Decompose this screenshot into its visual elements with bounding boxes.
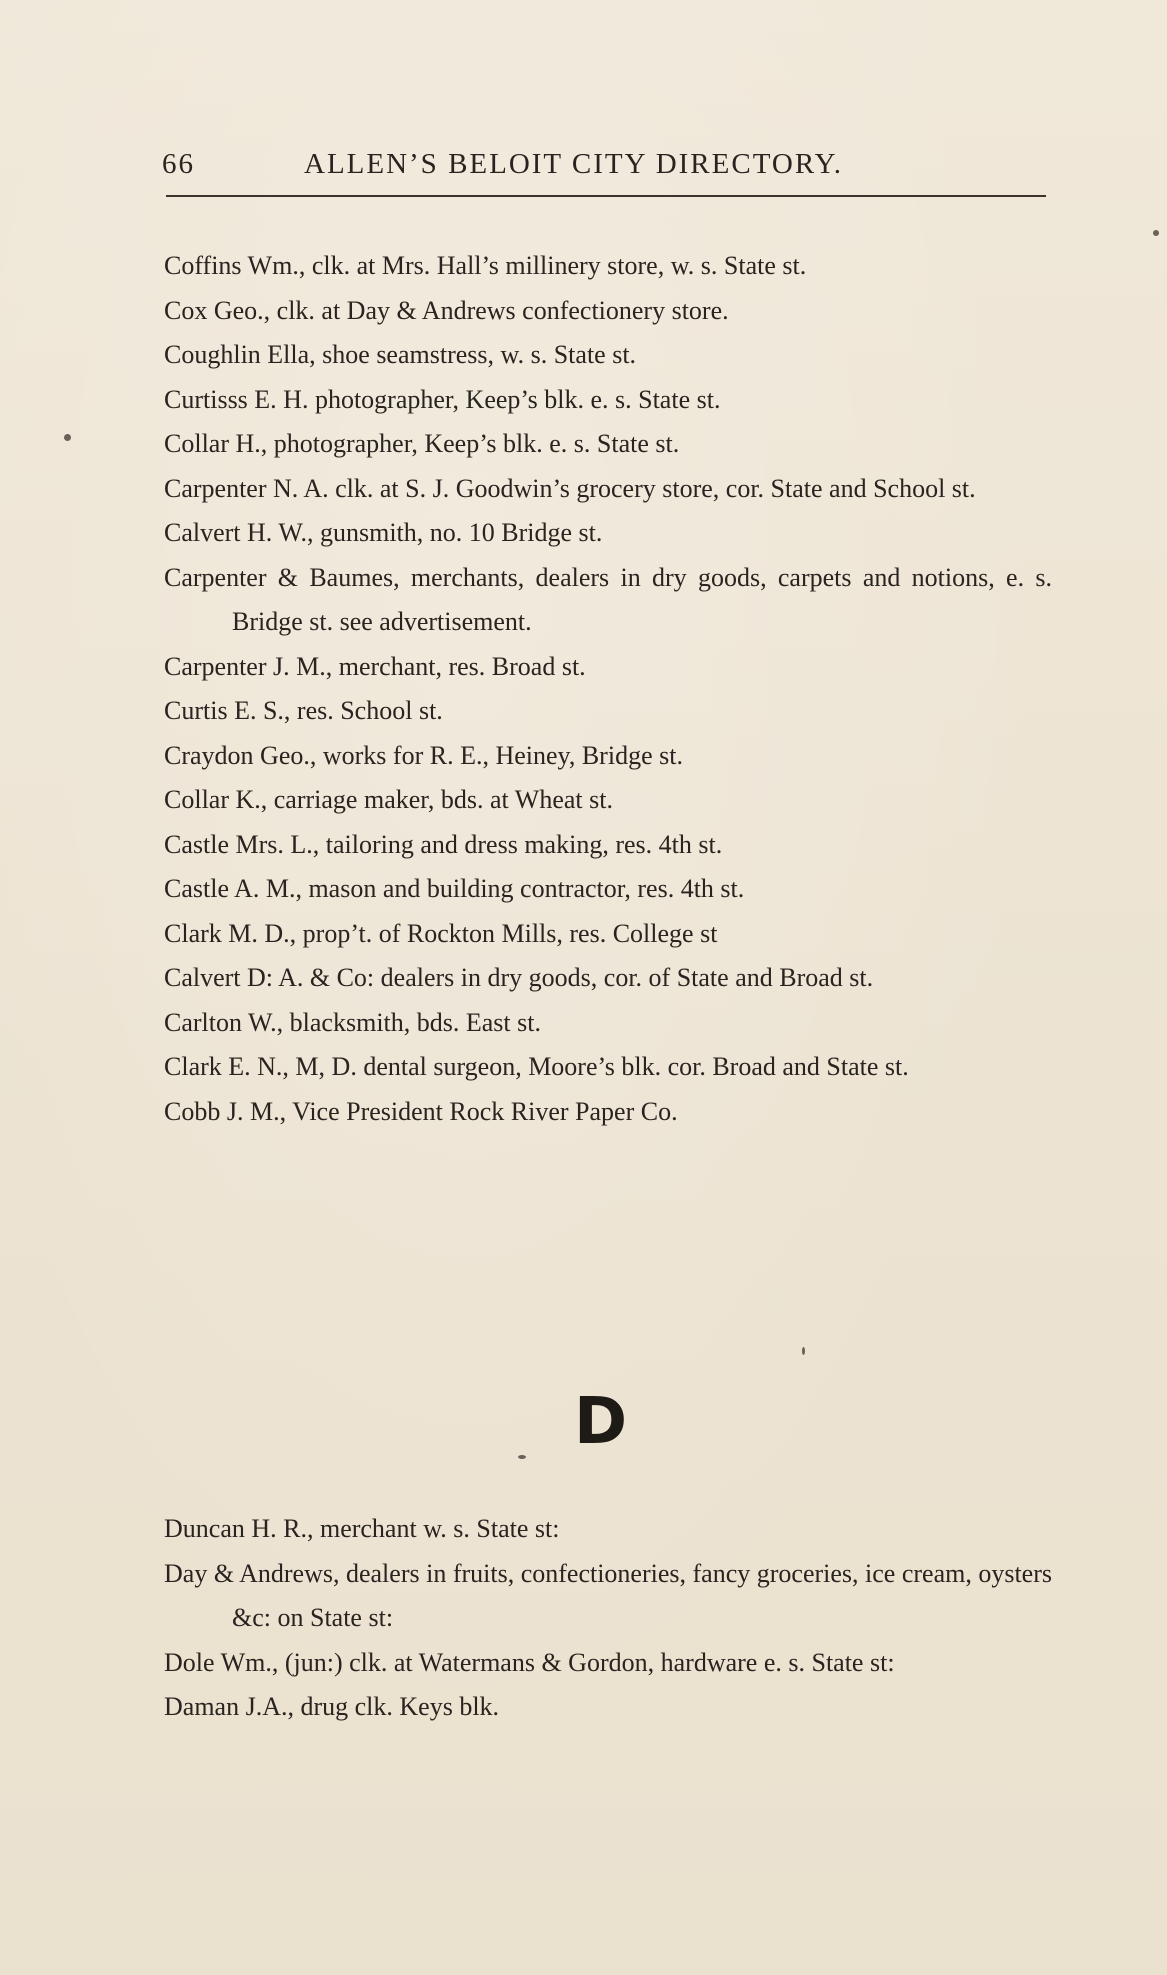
directory-entry: Collar H., photographer, Keep’s blk. e. s. State st. (164, 429, 680, 458)
directory-entry: Calvert D: A. & Co: dealers in dry goods, cor. of State and Broad st. (164, 963, 874, 992)
directory-entry: Carpenter & Baumes, merchants, dealers in dry goods, carpets and notions, e. s. Bridge st. see advertisement. (164, 562, 1052, 636)
directory-entry: Craydon Geo., works for R. E., Heiney, Bridge st. (164, 740, 683, 770)
directory-entry: Duncan H. R., merchant w. s. State st: (164, 1514, 560, 1543)
d-entries-list (164, 1507, 1052, 1730)
directory-entry: Cobb J. M., Vice President Rock River Paper Co. (164, 1096, 678, 1126)
paper-speck (1153, 230, 1159, 236)
directory-entry: Clark M. D., prop’t. of Rockton Mills, res. College st (164, 918, 718, 948)
directory-entry: Carpenter N. A. clk. at S. J. Goodwin’s grocery store, cor. State and School st. (164, 473, 976, 503)
paper-speck (802, 1347, 805, 1355)
directory-entry: Clark E. N., M, D. dental surgeon, Moore’s blk. cor. Broad and State st. (164, 1052, 909, 1081)
directory-entry: Coffins Wm., clk. at Mrs. Hall’s millinery store, w. s. State st. (164, 251, 807, 280)
directory-entry: Curtisss E. H. photographer, Keep’s blk. e. s. State st. (164, 384, 721, 414)
header-rule (166, 195, 1046, 197)
page-number: 66 (162, 148, 195, 180)
paper-speck (518, 1455, 526, 1459)
page-header (162, 148, 1044, 188)
running-title: ALLEN’S BELOIT CITY DIRECTORY. (304, 148, 844, 180)
directory-entry: Collar K., carriage maker, bds. at Wheat st. (164, 785, 613, 814)
directory-entry: Dole Wm., (jun:) clk. at Watermans & Gordon, hardware e. s. State st: (164, 1647, 895, 1677)
directory-entry: Curtis E. S., res. School st. (164, 696, 443, 725)
directory-entry: Coughlin Ella, shoe seamstress, w. s. State st. (164, 340, 637, 369)
directory-entry: Calvert H. W., gunsmith, no. 10 Bridge st. (164, 518, 603, 547)
directory-entry: Castle Mrs. L., tailoring and dress making, res. 4th st. (164, 829, 723, 859)
section-letter-heading: D (574, 1385, 628, 1459)
directory-entry: Carlton W., blacksmith, bds. East st. (164, 1007, 541, 1037)
directory-entry: Carpenter J. M., merchant, res. Broad st. (164, 651, 586, 681)
directory-entry: Cox Geo., clk. at Day & Andrews confectionery store. (164, 295, 729, 325)
directory-entry: Daman J.A., drug clk. Keys blk. (164, 1692, 500, 1721)
directory-entry: Castle A. M., mason and building contractor, res. 4th st. (164, 874, 745, 903)
paper-speck (64, 434, 71, 441)
directory-entry: Day & Andrews, dealers in fruits, confectioneries, fancy groceries, ice cream, oysters &c: on State st: (164, 1558, 1052, 1632)
c-entries-list (164, 244, 1052, 1134)
